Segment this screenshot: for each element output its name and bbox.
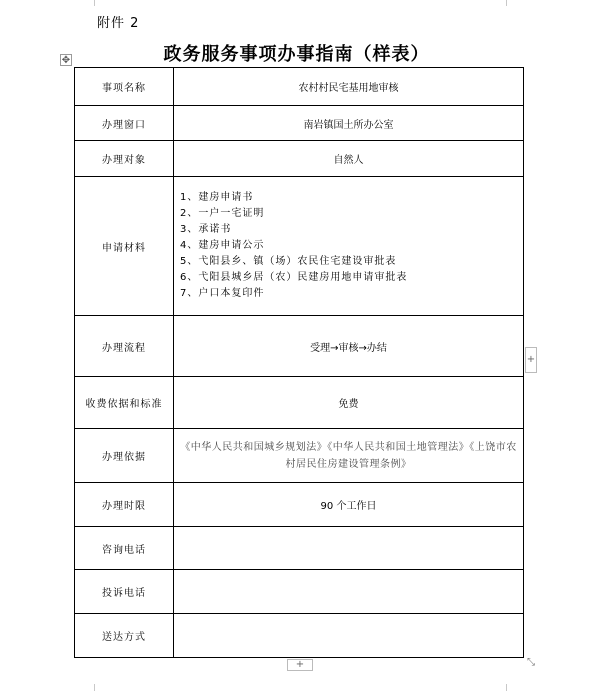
table-row [75,68,524,106]
table-row [75,177,524,316]
resize-icon: ⤡ [527,657,535,668]
table-row [75,429,524,483]
material-item: 2、一户一宅证明 [180,208,265,219]
materials-label: 申请材料 [75,177,174,316]
service-guide-table [74,67,524,658]
material-item: 5、弋阳县乡、镇（场）农民住宅建设审批表 [180,256,397,267]
process-label: 办理流程 [75,316,174,377]
delivery-value[interactable] [174,614,524,658]
item-name-label: 事项名称 [75,68,174,106]
table-row [75,483,524,527]
basis-label: 办理依据 [75,429,174,483]
table-row [75,527,524,570]
fee-value[interactable]: 免费 [174,377,524,429]
process-value[interactable]: 受理→审核→办结 [174,316,524,377]
delivery-label: 送达方式 [75,614,174,658]
material-item: 3、承诺书 [180,224,232,235]
table-row [75,614,524,658]
complaint-phone-value[interactable] [174,570,524,614]
table-row [75,106,524,141]
add-row-button[interactable] [287,659,313,671]
material-item: 7、户口本复印件 [180,288,265,299]
material-item: 1、建房申请书 [180,192,254,203]
add-column-button[interactable] [525,347,537,373]
target-label: 办理对象 [75,141,174,177]
plus-icon: + [295,659,305,670]
move-cross-icon: ✥ [61,55,71,66]
table-resize-handle[interactable] [524,656,538,670]
complaint-phone-label: 投诉电话 [75,570,174,614]
target-value[interactable]: 自然人 [174,141,524,177]
basis-value[interactable]: 《中华人民共和国城乡规划法》《中华人民共和国土地管理法》《上饶市农村居民住房建设管理条例》 [174,429,524,483]
page-corner-mark [506,684,517,691]
consult-phone-label: 咨询电话 [75,527,174,570]
material-item: 6、弋阳县城乡居（农）民建房用地申请审批表 [180,272,408,283]
item-name-value[interactable]: 农村村民宅基用地审核 [174,68,524,106]
plus-icon: + [526,354,536,365]
page-corner-mark [506,0,517,6]
materials-list[interactable] [174,177,524,316]
page-corner-mark [84,0,95,6]
page-corner-mark [84,684,95,691]
document-title: 政务服务事项办事指南（样表） [163,44,430,65]
consult-phone-value[interactable] [174,527,524,570]
office-label: 办理窗口 [75,106,174,141]
table-row [75,377,524,429]
table-move-handle[interactable] [60,54,72,66]
office-value[interactable]: 南岩镇国土所办公室 [174,106,524,141]
table-row [75,141,524,177]
table-row [75,570,524,614]
table-row [75,316,524,377]
fee-label: 收费依据和标准 [75,377,174,429]
time-limit-label: 办理时限 [75,483,174,527]
material-item: 4、建房申请公示 [180,240,265,251]
time-limit-value[interactable]: 90 个工作日 [174,483,524,527]
attachment-label: 附件 2 [97,16,140,31]
